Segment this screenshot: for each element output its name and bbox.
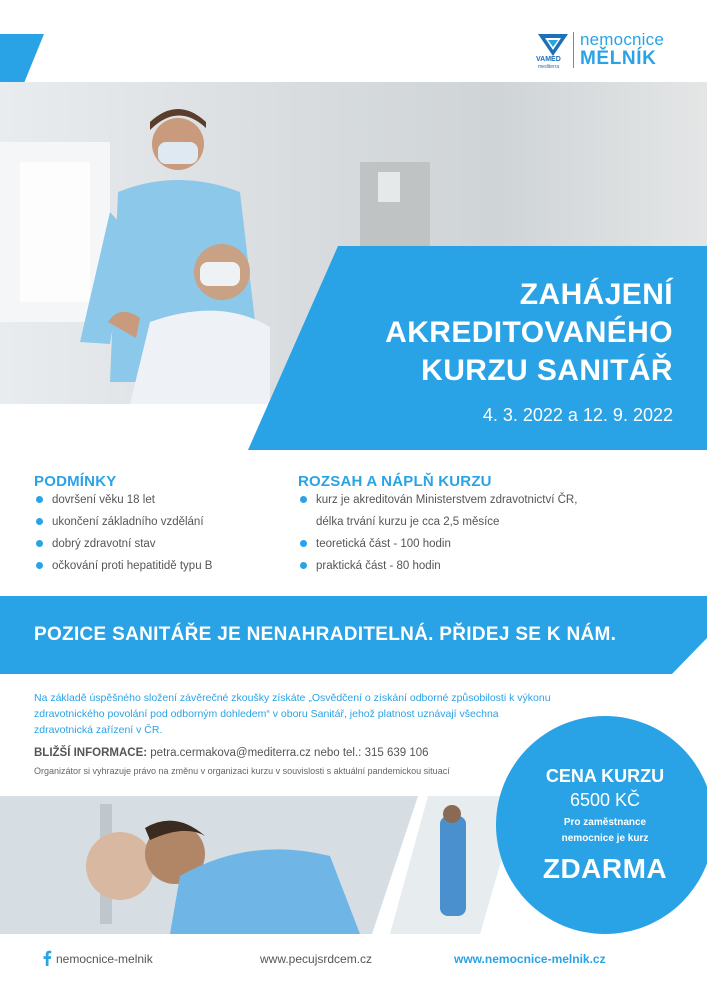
price-employee-line1: Pro zaměstnance [563, 817, 647, 828]
scope-list [298, 493, 577, 581]
list-item: teoretická část - 100 hodin [298, 537, 577, 559]
info-line-1: Na základě úspěšného složení závěrečné zkoušky získáte „Osvědčení o získání odborné způsobilosti k výkonu [34, 692, 551, 704]
list-item: délka trvání kurzu je cca 2,5 měsíce [316, 516, 500, 528]
course-dates: 4. 3. 2022 a 12. 9. 2022 [482, 405, 673, 425]
price-label: CENA KURZU [545, 766, 665, 786]
conditions-heading: PODMÍNKY [34, 473, 117, 490]
price-badge [496, 716, 707, 934]
title-line-3: KURZU SANITÁŘ [421, 354, 673, 387]
title-line-1: ZAHÁJENÍ [519, 278, 673, 311]
facebook-icon[interactable] [42, 950, 52, 966]
contact-label: BLIŽŠÍ INFORMACE: [34, 747, 148, 759]
slogan-text: POZICE SANITÁŘE JE NENAHRADITELNÁ. PŘIDEJ SE K NÁM. [34, 624, 617, 645]
scope-heading: ROZSAH A NÁPLŇ KURZU [298, 473, 492, 490]
list-item: dobrý zdravotní stav [34, 537, 212, 559]
facebook-link[interactable]: nemocnice-melnik [56, 952, 153, 966]
site-link-nemocnice[interactable]: www.nemocnice-melnik.cz [454, 952, 606, 966]
list-item: očkování proti hepatitidě typu B [34, 559, 212, 581]
conditions-list [34, 493, 212, 581]
list-item: dovršení věku 18 let [34, 493, 212, 515]
contact-info [34, 747, 429, 759]
list-item: kurz je akreditován Ministerstvem zdravotnictví ČR, [298, 493, 577, 515]
site-link-pecujsrdcem[interactable]: www.pecujsrdcem.cz [260, 952, 373, 966]
info-line-2: zdravotnického povolání pod odborným dohledem“ v oboru Sanitář, jehož platnost uznávají všechna [34, 708, 499, 720]
logo-name-line1: nemocnice [580, 30, 665, 49]
price-employee-line2: nemocnice je kurz [561, 833, 649, 844]
list-item: praktická část - 80 hodin [298, 559, 577, 581]
organizer-note: Organizátor si vyhrazuje právo na změnu v organizaci kurzu v souvislosti s aktuální pandemickou situací [34, 766, 450, 776]
contact-text: petra.cermakova@mediterra.cz nebo tel.: 315 639 106 [147, 747, 429, 759]
price-amount: 6500 KČ [569, 790, 641, 810]
logo-name-line2: MĚLNÍK [580, 48, 657, 69]
info-line-3: zdravotnická zařízení v ČR. [34, 724, 163, 736]
logo-brand-sub: mediterra [538, 64, 560, 70]
title-line-2: AKREDITOVANÉHO [385, 316, 673, 349]
price-free: ZDARMA [542, 853, 668, 884]
logo-brand: VAMED [536, 56, 561, 63]
list-item: ukončení základního vzdělání [34, 515, 212, 537]
title-panel [0, 0, 707, 460]
